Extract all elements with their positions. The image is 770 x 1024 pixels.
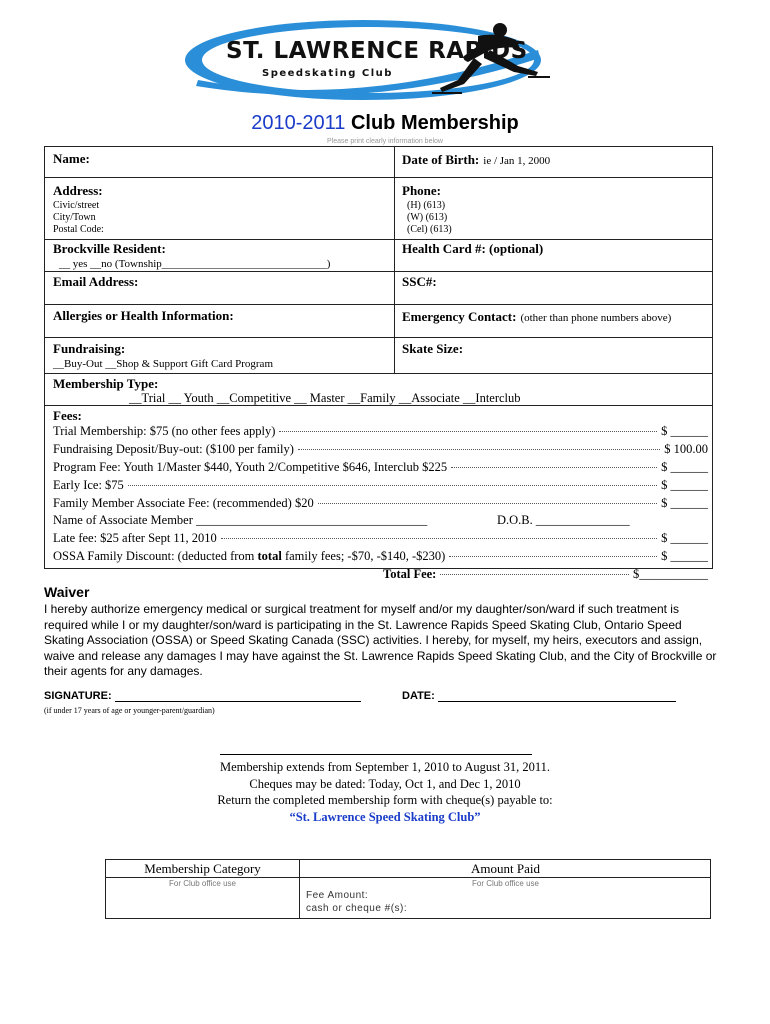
club-logo (178, 10, 558, 106)
dob-hint: ie / Jan 1, 2000 (483, 155, 551, 167)
emergency-hint: (other than phone numbers above) (520, 312, 672, 324)
page-title (0, 112, 770, 135)
form-divider (45, 373, 712, 374)
membership-type-options[interactable]: __Trial __ Youth __Competitive __ Master __Family __Associate __Interclub (129, 391, 521, 405)
return-form-note: Return the completed membership form with cheque(s) payable to: (217, 793, 553, 807)
phone-label: Phone: (402, 183, 441, 198)
emergency-label: Emergency Contact: (402, 309, 517, 324)
total-fee-label: Total Fee: (383, 567, 437, 581)
fee-amount[interactable]: $ ______ (661, 460, 708, 474)
address-line-city: City/Town (53, 212, 96, 223)
office-use-note: For Club office use (169, 879, 236, 888)
fee-amount[interactable]: $ 100.00 (664, 442, 708, 456)
fee-row-trial (53, 424, 708, 439)
fee-amount-field[interactable]: Fee Amount: (306, 890, 369, 901)
logo-club-name: ST. LAWRENCE RAPIDS (226, 38, 528, 64)
title-text: Club Membership (350, 112, 519, 134)
total-fee-row (383, 567, 708, 582)
fee-row-program (53, 460, 708, 475)
dob-field[interactable] (402, 151, 550, 169)
office-use-table (105, 859, 711, 919)
form-divider (45, 271, 712, 272)
email-label: Email Address: (53, 274, 139, 289)
cheque-dates-note: Cheques may be dated: Today, Oct 1, and Dec 1, 2010 (249, 777, 521, 791)
fee-amount[interactable]: $ ______ (661, 496, 708, 510)
form-divider (45, 177, 712, 178)
membership-form (44, 146, 713, 581)
brockville-label: Brockville Resident: (53, 241, 166, 256)
emergency-field[interactable] (402, 308, 671, 326)
fee-row-fundraising (53, 442, 708, 457)
phone-cell: (Cel) (613) (407, 224, 452, 235)
address-line-postal: Postal Code: (53, 224, 104, 235)
fee-label: Trial Membership: $75 (no other fees apply) (53, 424, 276, 438)
fee-row-ossa (53, 549, 708, 564)
form-divider (45, 337, 712, 338)
form-divider (45, 239, 712, 240)
amount-paid-header: Amount Paid (471, 861, 540, 876)
fee-amount[interactable]: $ ______ (661, 478, 708, 492)
date-line[interactable] (438, 691, 676, 702)
signature-field[interactable] (44, 690, 361, 702)
membership-type-label: Membership Type: (53, 376, 159, 391)
date-field[interactable] (402, 690, 676, 702)
fee-row-associate (53, 496, 708, 511)
print-instruction: Please print clearly information below (327, 138, 443, 145)
payee-name: “St. Lawrence Speed Skating Club” (289, 810, 481, 824)
membership-period-note: Membership extends from September 1, 2010 to August 31, 2011. (219, 760, 551, 774)
signature-line[interactable] (115, 691, 361, 702)
fee-row-late (53, 531, 708, 546)
allergies-label: Allergies or Health Information: (53, 308, 234, 323)
fee-amount[interactable]: $ ______ (661, 549, 708, 563)
fundraising-options[interactable]: __Buy-Out __Shop & Support Gift Card Program (53, 358, 273, 370)
skate-size-label: Skate Size: (402, 341, 464, 356)
fee-label: Fundraising Deposit/Buy-out: ($100 per family) (53, 442, 294, 456)
fundraising-label: Fundraising: (53, 341, 126, 356)
signature-note: (if under 17 years of age or younger-parent/guardian) (44, 706, 215, 715)
total-fee-amount[interactable]: $___________ (633, 567, 708, 581)
health-card-label: Health Card #: (optional) (402, 241, 544, 256)
waiver-heading: Waiver (44, 584, 90, 600)
signature-label: SIGNATURE: (44, 690, 112, 702)
address-line-civic: Civic/street (53, 200, 100, 211)
phone-work: (W) (613) (407, 212, 448, 223)
section-divider (220, 754, 532, 755)
ssc-label: SSC#: (402, 274, 437, 289)
title-year: 2010-2011 (251, 112, 346, 134)
waiver-text: I hereby authorize emergency medical or surgical treatment for myself and/or my daughter/son/ward if such treatment is required while I or my daughter/son/ward is participating in the St. Lawrence Rapids Speed Skating Club, Ontario Speed Skating Association (OSSA) or Speed Skating Canada (SSC) activities. I hereby, for myself, my heirs, executors and assign, waive and release any damages I may have against the St. Lawrence Rapids Speed Skating Club, and the City of Brockville or their agents for any damages. (44, 602, 717, 678)
date-label: DATE: (402, 690, 435, 702)
phone-home: (H) (613) (407, 200, 446, 211)
fee-amount[interactable]: $ ______ (661, 531, 708, 545)
membership-category-header: Membership Category (144, 861, 261, 876)
fee-label: Late fee: $25 after Sept 11, 2010 (53, 531, 217, 545)
payment-method-field[interactable]: cash or cheque #(s): (306, 903, 408, 914)
logo-club-subname: Speedskating Club (262, 68, 393, 79)
fee-label: OSSA Family Discount: (deducted from total family fees; -$70, -$140, -$230) (53, 549, 446, 563)
form-divider (45, 304, 712, 305)
associate-name-field[interactable]: Name of Associate Member _____________________________________ (53, 513, 428, 527)
fee-row-early-ice (53, 478, 708, 493)
address-label: Address: (53, 183, 103, 198)
fees-label: Fees: (53, 408, 82, 423)
office-use-note: For Club office use (472, 879, 539, 888)
brockville-options[interactable]: __ yes __no (Township______________________________) (59, 258, 331, 270)
dob-label: Date of Birth: (402, 152, 480, 167)
fee-label: Early Ice: $75 (53, 478, 124, 492)
fee-amount[interactable]: $ ______ (661, 424, 708, 438)
form-column-divider (394, 147, 395, 373)
fee-label: Program Fee: Youth 1/Master $440, Youth 2/Competitive $646, Interclub $225 (53, 460, 448, 474)
associate-dob-field[interactable]: D.O.B. _______________ (497, 513, 630, 527)
name-label: Name: (53, 151, 90, 166)
fee-label: Family Member Associate Fee: (recommended) $20 (53, 496, 314, 510)
